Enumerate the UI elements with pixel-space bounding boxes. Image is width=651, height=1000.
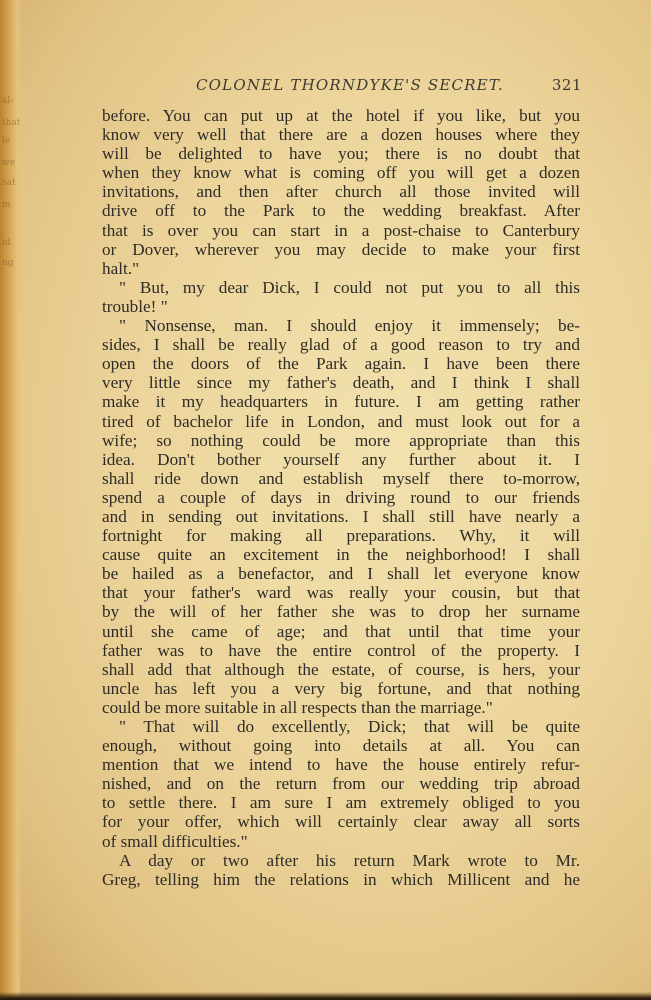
text-line: for your offer, which will certainly clear away all sorts	[102, 812, 580, 832]
text-line: shall ride down and establish myself there to-morrow,	[102, 468, 580, 488]
text-line: or Dover, wherever you may decide to make your first	[102, 239, 580, 259]
text-line: that is over you can start in a post-chaise to Canterbury	[102, 220, 580, 240]
text-line: cause quite an excitement in the neighborhood! I shall	[102, 545, 580, 565]
gutter-fragment: al-	[2, 96, 14, 106]
text-line: and in sending out invitations. I shall still have nearly a	[102, 506, 580, 526]
page-header	[104, 76, 582, 98]
text-line: make it my headquarters in future. I am getting rather	[102, 392, 580, 412]
text-line: fortnight for making all preparations. Why, it will	[102, 526, 580, 546]
text-line: that your father's ward was really your cousin, but that	[102, 583, 580, 603]
text-line: trouble! "	[102, 296, 168, 316]
gutter-fragment: id	[2, 238, 11, 248]
text-line: of small difficulties."	[102, 831, 248, 851]
text-line: " Nonsense, man. I should enjoy it immensely; be-	[119, 316, 580, 336]
gutter-fragment: sat	[2, 178, 16, 188]
gutter-fragment: ng	[2, 258, 14, 268]
page-number: 321	[551, 76, 582, 94]
text-line: A day or two after his return Mark wrote to Mr.	[119, 850, 580, 870]
text-line: be hailed as a benefactor, and I shall let everyone know	[102, 564, 580, 584]
text-line: know very well that there are a dozen houses where they	[102, 125, 580, 145]
gutter-fragment: that	[2, 118, 21, 128]
text-line: tired of bachelor life in London, and must look out for a	[102, 411, 580, 431]
gutter-fragment: m	[2, 200, 11, 210]
text-line: " That will do excellently, Dick; that will be quite	[119, 717, 580, 736]
gutter-fragment: le	[2, 136, 11, 146]
text-line: invitations, and then after church all those invited will	[102, 182, 580, 202]
text-line: " But, my dear Dick, I could not put you to all this	[119, 277, 580, 297]
text-line: uncle has left you a very big fortune, and that nothing	[102, 678, 580, 698]
text-line: drive off to the Park to the wedding breakfast. After	[102, 201, 580, 221]
text-line: nished, and on the return from our wedding trip abroad	[102, 774, 580, 794]
text-line: shall add that although the estate, of course, is hers, your	[102, 659, 580, 679]
running-title: COLONEL THORNDYKE'S SECRET.	[196, 76, 504, 94]
text-line: when they know what is coming off you will get a dozen	[102, 163, 580, 183]
body-text	[102, 106, 580, 889]
text-line: open the doors of the Park again. I have been there	[102, 354, 580, 374]
page-bottom-edge	[0, 992, 651, 1000]
text-line: will be delighted to have you; there is no doubt that	[102, 144, 580, 164]
text-line: to settle there. I am sure I am extremely obliged to you	[102, 793, 580, 813]
text-line: could be more suitable in all respects than the marriage."	[102, 697, 493, 717]
page-gutter	[0, 0, 22, 1000]
text-line: sides, I shall be really glad of a good reason to try and	[102, 335, 580, 355]
text-line: wife; so nothing could be more appropriate than this	[102, 430, 580, 450]
text-line: Greg, telling him the relations in which Millicent and he	[102, 869, 580, 889]
text-line: mention that we intend to have the house entirely refur-	[102, 755, 580, 775]
text-line: before. You can put up at the hotel if you like, but you	[102, 106, 580, 125]
text-line: enough, without going into details at all. You can	[102, 736, 580, 756]
text-line: by the will of her father she was to drop her surname	[102, 602, 580, 622]
text-line: halt."	[102, 258, 140, 278]
text-line: spend a couple of days in driving round to our friends	[102, 487, 580, 507]
text-line: until she came of age; and that until that time your	[102, 621, 580, 641]
gutter-fragment: we	[2, 158, 16, 168]
text-line: father was to have the entire control of the property. I	[102, 640, 580, 660]
text-line: very little since my father's death, and I think I shall	[102, 373, 580, 393]
text-line: idea. Don't bother yourself any further about it. I	[102, 449, 580, 469]
